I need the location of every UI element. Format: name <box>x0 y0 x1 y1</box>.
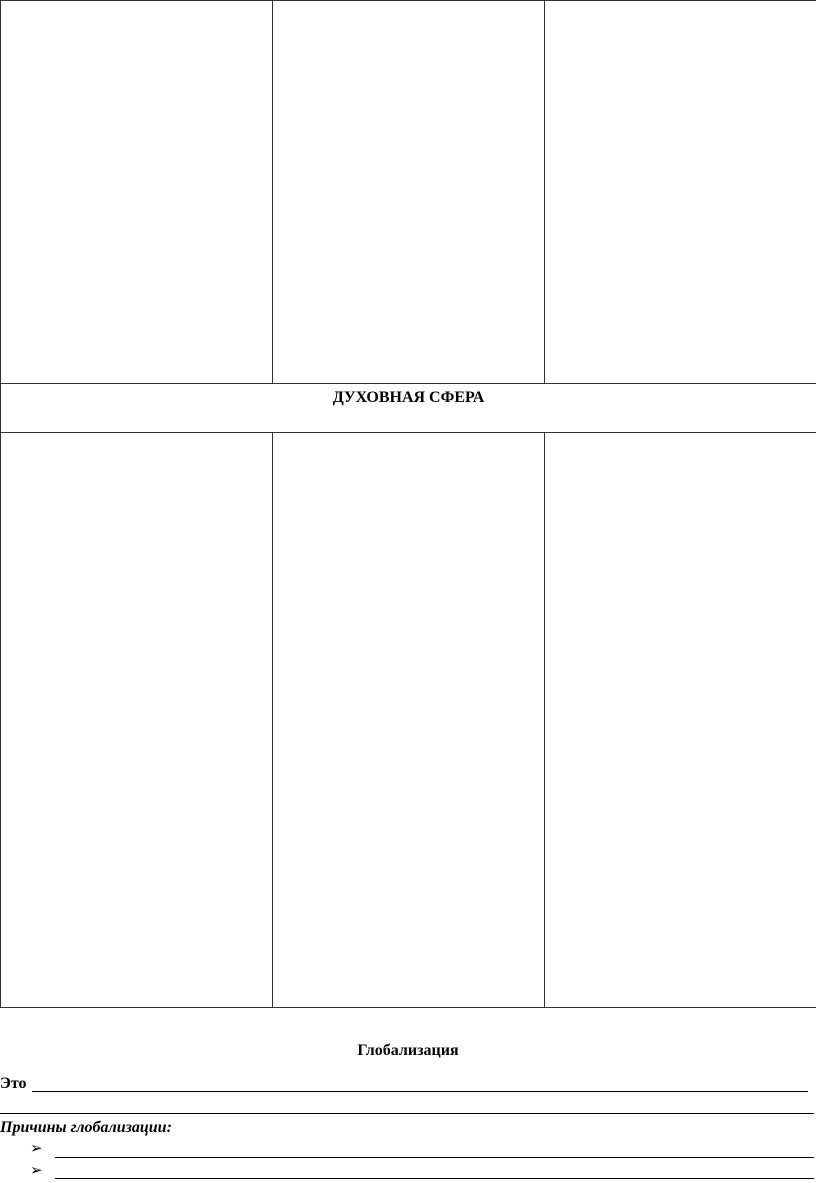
definition-blank-line-1[interactable] <box>32 1091 808 1092</box>
definition-blank-line-2[interactable] <box>0 1113 814 1114</box>
table-cell-blank-4[interactable] <box>1 433 273 1008</box>
table-row-header <box>1 384 816 433</box>
table-cell-blank-6[interactable] <box>545 433 816 1008</box>
table-cell-blank-3[interactable] <box>545 1 816 384</box>
cause-blank-line-2[interactable] <box>55 1178 814 1179</box>
table-cell-blank-2[interactable] <box>273 1 545 384</box>
table-cell-blank-1[interactable] <box>1 1 273 384</box>
table-row-bottom <box>1 433 816 1008</box>
arrow-bullet-icon: ➢ <box>30 1141 43 1157</box>
table-row-top <box>1 1 816 384</box>
definition-label: Это <box>0 1075 27 1092</box>
spiritual-sphere-header: ДУХОВНАЯ СФЕРА <box>1 384 816 433</box>
cause-blank-line-1[interactable] <box>55 1157 814 1158</box>
causes-label: Причины глобализации: <box>0 1119 172 1136</box>
table-cell-blank-5[interactable] <box>273 433 545 1008</box>
globalization-title: Глобализация <box>357 1042 459 1059</box>
arrow-bullet-icon: ➢ <box>30 1163 43 1179</box>
